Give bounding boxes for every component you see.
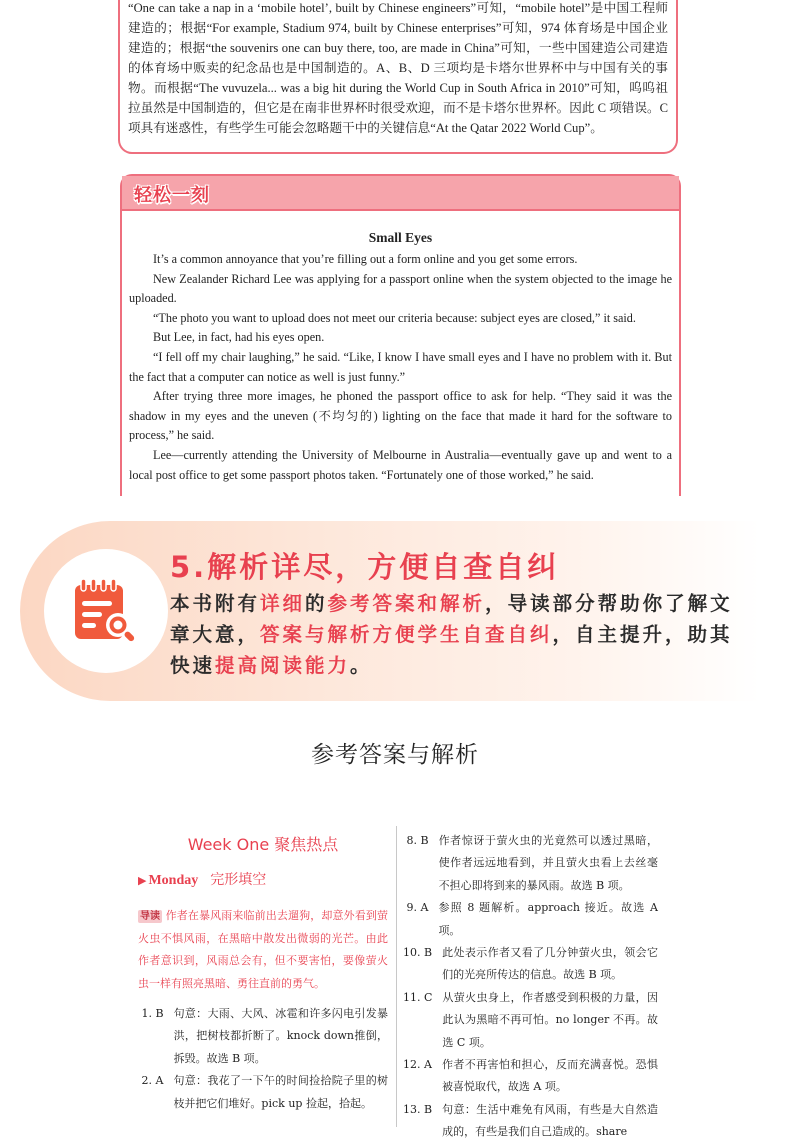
notepad-search-icon <box>70 575 140 645</box>
answer-item: 10. B 此处表示作者又看了几分钟萤火虫，领会它们的光亮所传达的信息。故选 B 项。 <box>403 946 658 982</box>
answer-item: 1. B 句意：大雨、大风、冰雹和许多闪电引发暴洪，把树枝都折断了。knock down推倒，拆毁。故选 B 项。 <box>138 1007 388 1065</box>
relax-moment-box <box>120 174 681 496</box>
answer-item: 9. A 参照 8 题解析。approach 接近。故选 A 项。 <box>403 901 658 937</box>
guide-paragraph: 导读 作者在暴风雨来临前出去遛狗，却意外看到萤火虫不惧风雨，在黑暗中散发出微弱的光芒。由此作者意识到，风雨总会有，但不要害怕，要像萤火虫一样有照亮黑暗、勇往直前的勇气。 <box>138 909 388 990</box>
relax-tag: 轻松一刻 <box>134 185 210 206</box>
triangle-icon: ▶ <box>138 875 147 887</box>
feature-heading: 5.解析详尽，方便自查自纠 <box>170 550 560 584</box>
answer-item: 2. A 句意：我花了一下午的时间捡拾院子里的树枝并把它们堆好。pick up 捡起，拾起。 <box>138 1074 388 1110</box>
answer-item: 11. C 从萤火虫身上，作者感受到积极的力量，因此认为黑暗不再可怕。no longer 不再。故选 C 项。 <box>403 990 658 1049</box>
explanation-card <box>118 0 678 154</box>
week-heading: Week One 聚焦热点 <box>187 835 339 854</box>
story-paragraph: New Zealander Richard Lee was applying for a passport online when the system objected to the image he uploaded. <box>129 271 672 306</box>
explanation-text: “One can take a nap in a ‘mobile hotel’, built by Chinese engineers”可知，“mobile hotel”是中国工程师建造的；根据“For example, Stadium 974, built by Chinese enterprises”可知，974 体育场是中国企业建造的；根据“the souvenirs one can buy there, too, are made in China”可知，一些中国建造公司建造的体育场中贩卖的纪念品也是中国制造的。A、B、D 三项均是卡塔尔世界杯中与中国有关的事物。而根据“The vuvuzela... was a big hit during the World Cup in South Africa in 2010”可知，呜呜祖拉虽然是中国制造的，但它是在南非世界杯时很受欢迎，而不是卡塔尔世界杯。因此 C 项错误。C 项具有迷惑性，有些学生可能会忽略题干中的关键信息“At the Qatar 2022 World Cup”。 <box>128 1 668 135</box>
column-divider <box>396 826 397 1127</box>
story-paragraph: “The photo you want to upload does not meet our criteria because: subject eyes are closed,” it said. <box>153 310 636 325</box>
section-title: 参考答案与解析 <box>311 742 479 768</box>
day-heading: ▶ Monday 完形填空 <box>138 872 267 888</box>
story-paragraph: “I fell off my chair laughing,” he said. “Like, I know I have small eyes and I have no problem with it. But the fact that a computer can notice as well is just funny.” <box>129 349 672 384</box>
story-title: Small Eyes <box>368 230 433 245</box>
relax-header <box>122 176 679 211</box>
story-paragraph: Lee—currently attending the University of Melbourne in Australia—eventually gave up and went to a local post office to get some passport photos taken. “Fortunately one of those worked,” he said. <box>129 447 672 482</box>
story-body <box>122 250 679 485</box>
story-paragraph: But Lee, in fact, had his eyes open. <box>153 330 325 345</box>
story-paragraph: After trying three more images, he phoned the passport office to ask for help. “They said it was the shadow in my eyes and the uneven (不均匀的) lighting on the face that made it hard for the software to process,” he said. <box>129 389 672 443</box>
feature-description: 本书附有详细的参考答案和解析，导读部分帮助你了解文章大意，答案与解析方便学生自查自纠，自主提升，助其快速提高阅读能力。 <box>170 592 733 677</box>
answer-item: 12. A 作者不再害怕和担心，反而充满喜悦。恐惧被喜悦取代，故选 A 项。 <box>403 1058 658 1094</box>
story-paragraph: It’s a common annoyance that you’re filling out a form online and you get some errors. <box>153 252 578 266</box>
answers-right-column <box>403 830 658 1144</box>
guide-tag: 导读 <box>140 911 160 922</box>
answers-left-column <box>138 832 388 1115</box>
answer-item: 8. B 作者惊讶于萤火虫的光竟然可以透过黑暗，使作者远远地看到，并且萤火虫看上去丝毫不担心即将到来的暴风雨。故选 B 项。 <box>403 834 658 892</box>
answer-item: 13. B 句意：生活中难免有风雨，有些是大自然造成的，有些是我们自己造成的。share <box>403 1102 658 1139</box>
